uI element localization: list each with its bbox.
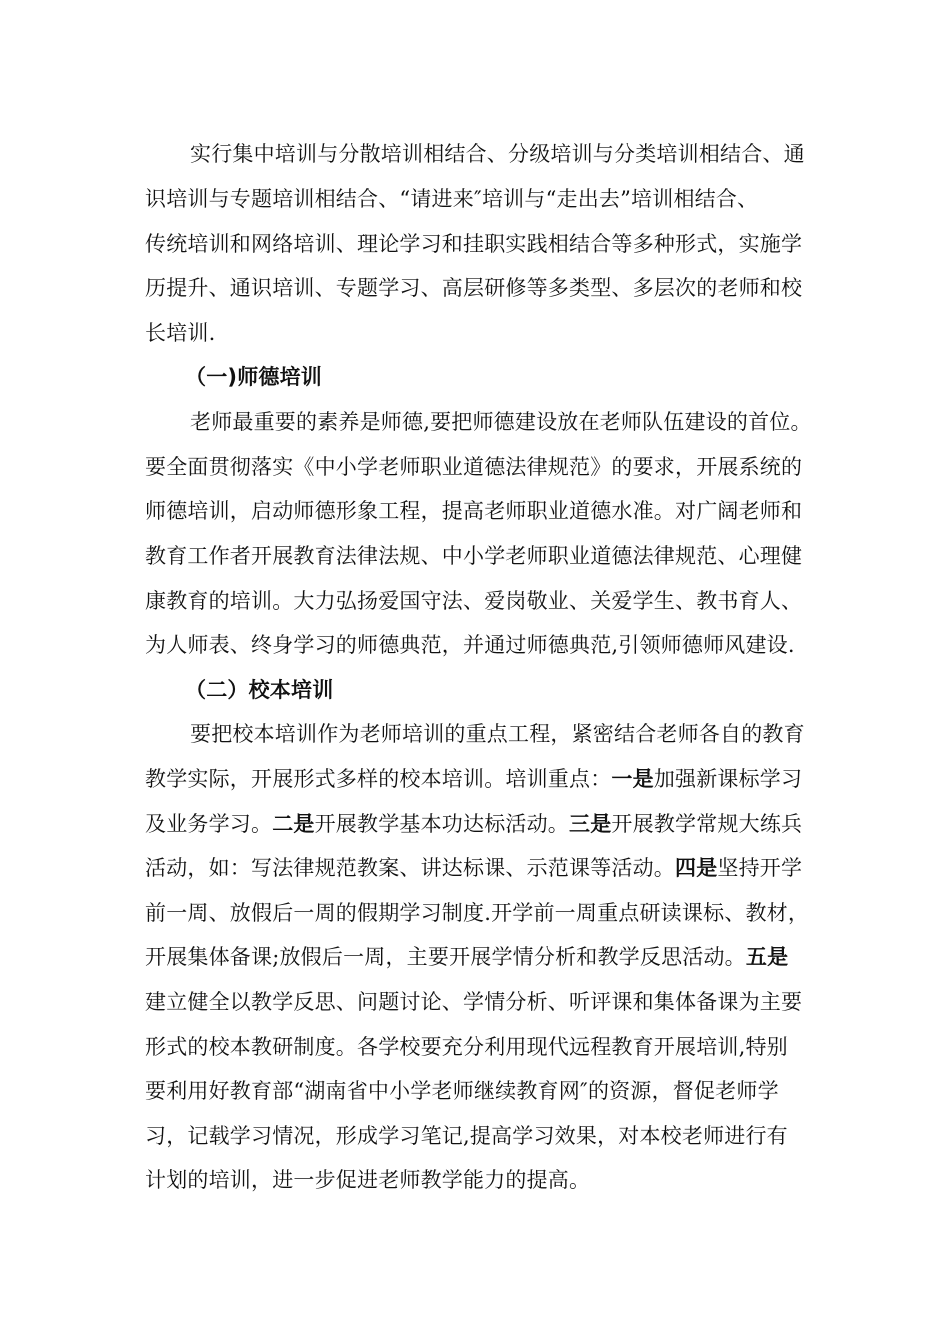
bold-marker-third: 三是 bbox=[569, 811, 612, 836]
text-run: 及业务学习。 bbox=[145, 812, 273, 836]
paragraph-3-line-11: 计划的培训，进一步促进老师教学能力的提高。 bbox=[145, 1168, 591, 1192]
paragraph-1-line-3: 传统培训和网络培训、理论学习和挂职实践相结合等多种形式，实施学 bbox=[145, 232, 803, 256]
text-run: 坚持开学 bbox=[717, 856, 803, 880]
paragraph-2-line-2: 要全面贯彻落实《中小学老师职业道德法律规范》的要求，开展系统的 bbox=[145, 455, 803, 479]
paragraph-3-line-7: 建立健全以教学反思、问题讨论、学情分析、听评课和集体备课为主要 bbox=[145, 990, 803, 1014]
paragraph-3-line-2 bbox=[145, 764, 802, 794]
bold-marker-second: 二是 bbox=[272, 811, 315, 836]
paragraph-3-line-8: 形式的校本教研制度。各学校要充分利用现代远程教育开展培训,特别 bbox=[145, 1035, 788, 1059]
paragraph-3-line-9: 要利用好教育部“湖南省中小学老师继续教育网″的资源，督促老师学 bbox=[145, 1079, 779, 1103]
paragraph-2-line-3: 师德培训，启动师德形象工程，提高老师职业道德水准。对广阔老师和 bbox=[145, 499, 803, 523]
text-run: 开展教学常规大练兵 bbox=[611, 812, 803, 836]
text-run: 加强新课标学习 bbox=[653, 767, 803, 791]
bold-marker-fourth: 四是 bbox=[675, 855, 718, 880]
paragraph-3-line-4 bbox=[145, 853, 802, 883]
paragraph-3-line-5: 前一周、放假后一周的假期学习制度.开学前一周重点研读课标、教材， bbox=[145, 901, 810, 925]
text-run: 开展教学基本功达标活动。 bbox=[314, 812, 570, 836]
paragraph-1-line-1: 实行集中培训与分散培训相结合、分级培训与分类培训相结合、通 bbox=[190, 142, 805, 166]
paragraph-3-line-10: 习，记载学习情况，形成学习笔记,提高学习效果，对本校老师进行有 bbox=[145, 1124, 788, 1148]
section-heading-teacher-ethics: （一)师德培训 bbox=[185, 365, 322, 389]
paragraph-2-line-1: 老师最重要的素养是师德,要把师德建设放在老师队伍建设的首位。 bbox=[190, 410, 812, 434]
section-heading-school-based-training: （二）校本培训 bbox=[185, 678, 334, 702]
bold-marker-first: 一是 bbox=[611, 766, 654, 791]
paragraph-1-line-4: 历提升、通识培训、专题学习、高层研修等多类型、多层次的老师和校 bbox=[145, 276, 803, 300]
text-run: 开展集体备课;放假后一周，主要开展学情分析和教学反思活动。 bbox=[145, 945, 746, 969]
paragraph-1-line-5: 长培训. bbox=[145, 321, 216, 345]
text-run: 活动，如：写法律规范教案、讲达标课、示范课等活动。 bbox=[145, 856, 675, 880]
paragraph-1-line-2: 识培训与专题培训相结合、“请进来″培训与“走出去”培训相结合、 bbox=[145, 187, 759, 211]
paragraph-3-line-1: 要把校本培训作为老师培训的重点工程，紧密结合老师各自的教育 bbox=[190, 722, 805, 746]
text-run: 教学实际，开展形式多样的校本培训。培训重点： bbox=[145, 767, 612, 791]
paragraph-3-line-6 bbox=[145, 942, 788, 972]
bold-marker-fifth: 五是 bbox=[745, 944, 789, 969]
paragraph-2-line-5: 康教育的培训。大力弘扬爱国守法、爱岗敬业、关爱学生、教书育人、 bbox=[145, 589, 803, 613]
paragraph-2-line-6: 为人师表、终身学习的师德典范，并通过师德典范,引领师德师风建设. bbox=[145, 633, 795, 657]
paragraph-2-line-4: 教育工作者开展教育法律法规、中小学老师职业道德法律规范、心理健 bbox=[145, 544, 803, 568]
paragraph-3-line-3 bbox=[145, 809, 802, 839]
